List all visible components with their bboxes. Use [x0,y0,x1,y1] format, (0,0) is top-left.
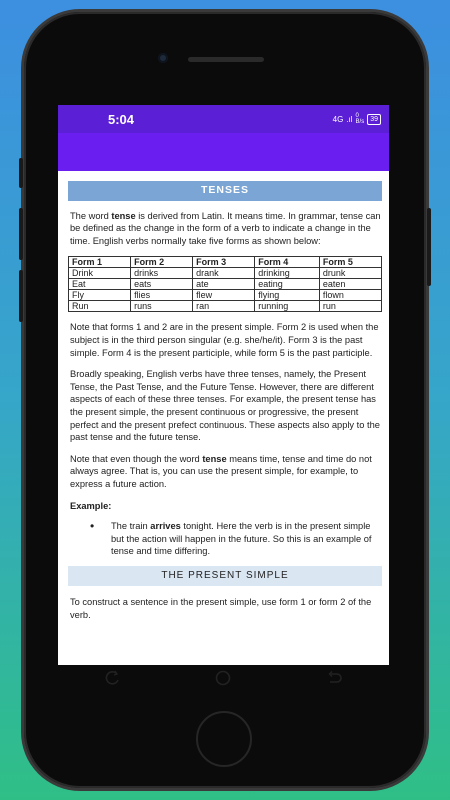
phone-side-button [19,208,23,260]
earpiece-speaker [188,57,264,62]
table-cell: Eat [69,279,131,290]
table-cell: runs [131,301,193,312]
table-cell: run [319,301,381,312]
phone-side-button [19,158,23,188]
bullet-icon: • [90,519,95,534]
para4-text-start: Note that even though the word [70,453,203,464]
physical-home-button[interactable] [196,711,252,767]
table-cell: eating [255,279,320,290]
table-cell: Run [69,301,131,312]
table-header: Form 1 [69,257,131,268]
paragraph-present-simple: To construct a sentence in the present simple, use form 1 or form 2 of the verb. [70,597,372,621]
table-row [69,268,382,279]
table-header: Form 4 [255,257,320,268]
table-header-row [69,257,382,268]
table-cell: drank [193,268,255,279]
recents-icon[interactable] [105,670,121,691]
intro-text-end: is derived from Latin. It means time. In grammar, tense can be defined as the change in the form of a verb to indicate a change in the time. English verbs normally take five forms as shown below: [70,210,381,246]
table-cell: ate [193,279,255,290]
list-item [90,520,382,558]
intro-bold-term: tense [111,210,136,221]
table-cell: eaten [319,279,381,290]
table-cell: ran [193,301,255,312]
table-row [69,279,382,290]
table-cell: flew [193,290,255,301]
article-content [58,171,389,622]
front-camera [158,53,168,63]
paragraph-tense-time [70,453,382,491]
table-cell: flies [131,290,193,301]
data-speed: 0 B/s [355,113,365,125]
status-time: 5:04 [108,111,135,127]
table-row [69,290,382,301]
table-cell: flying [255,290,320,301]
para4-text-end: means time, tense and time do not always agree. That is, you can use the present simple, for example, to express a future action. [70,453,372,489]
navigation-bar [58,665,389,695]
table-cell: Drink [69,268,131,279]
table-cell: drinks [131,268,193,279]
app-bar [58,133,389,171]
table-cell: drinking [255,268,320,279]
paragraph-three-tenses: Broadly speaking, English verbs have three tenses, namely, the Present Tense, the Past Tense, and the Future Tense. However, there are different aspects of each of these three tenses. For example, the present tense has the present simple, the present continuous or progressive, the present perfect and the present prefect continuous. These aspects also apply to the past tense and the future tense. [70,369,380,443]
status-bar [58,105,389,133]
table-header: Form 3 [193,257,255,268]
table-header: Form 2 [131,257,193,268]
verb-forms-table [68,256,382,312]
para4-bold-term: tense [202,453,227,464]
home-circle-icon[interactable] [214,669,232,692]
back-icon[interactable] [326,670,342,691]
phone-side-button [19,270,23,322]
bullet-text-end: tonight. Here the verb is in the present simple but the action will happen in the future. So this is an example of tense and time differing. [111,521,372,557]
network-type-icon: 4G [332,114,344,124]
intro-text-start: The word [70,210,112,221]
bullet-text-start: The train [111,521,151,532]
paragraph-forms-note: Note that forms 1 and 2 are in the present simple. Form 2 is used when the subject is in the third person singular (e.g. she/he/it). Form 3 is the past simple. Form 4 is the present participle, while form 5 is the past participle. [70,322,379,358]
phone-power-button [427,208,431,286]
status-icons [333,113,381,125]
bullet-bold-term: arrives [150,521,181,532]
subsection-heading: THE PRESENT SIMPLE [68,566,382,587]
example-label: Example: [70,500,112,511]
table-cell: eats [131,279,193,290]
table-cell: flown [319,290,381,301]
phone-screen [58,105,389,665]
table-cell: Fly [69,290,131,301]
intro-paragraph [70,210,382,248]
signal-icon: .ıl [346,114,353,124]
table-cell: drunk [319,268,381,279]
table-cell: running [255,301,320,312]
table-header: Form 5 [319,257,381,268]
bullet-text [111,520,382,558]
table-row [69,301,382,312]
battery-icon: 39 [367,114,381,125]
section-heading: TENSES [68,181,382,201]
